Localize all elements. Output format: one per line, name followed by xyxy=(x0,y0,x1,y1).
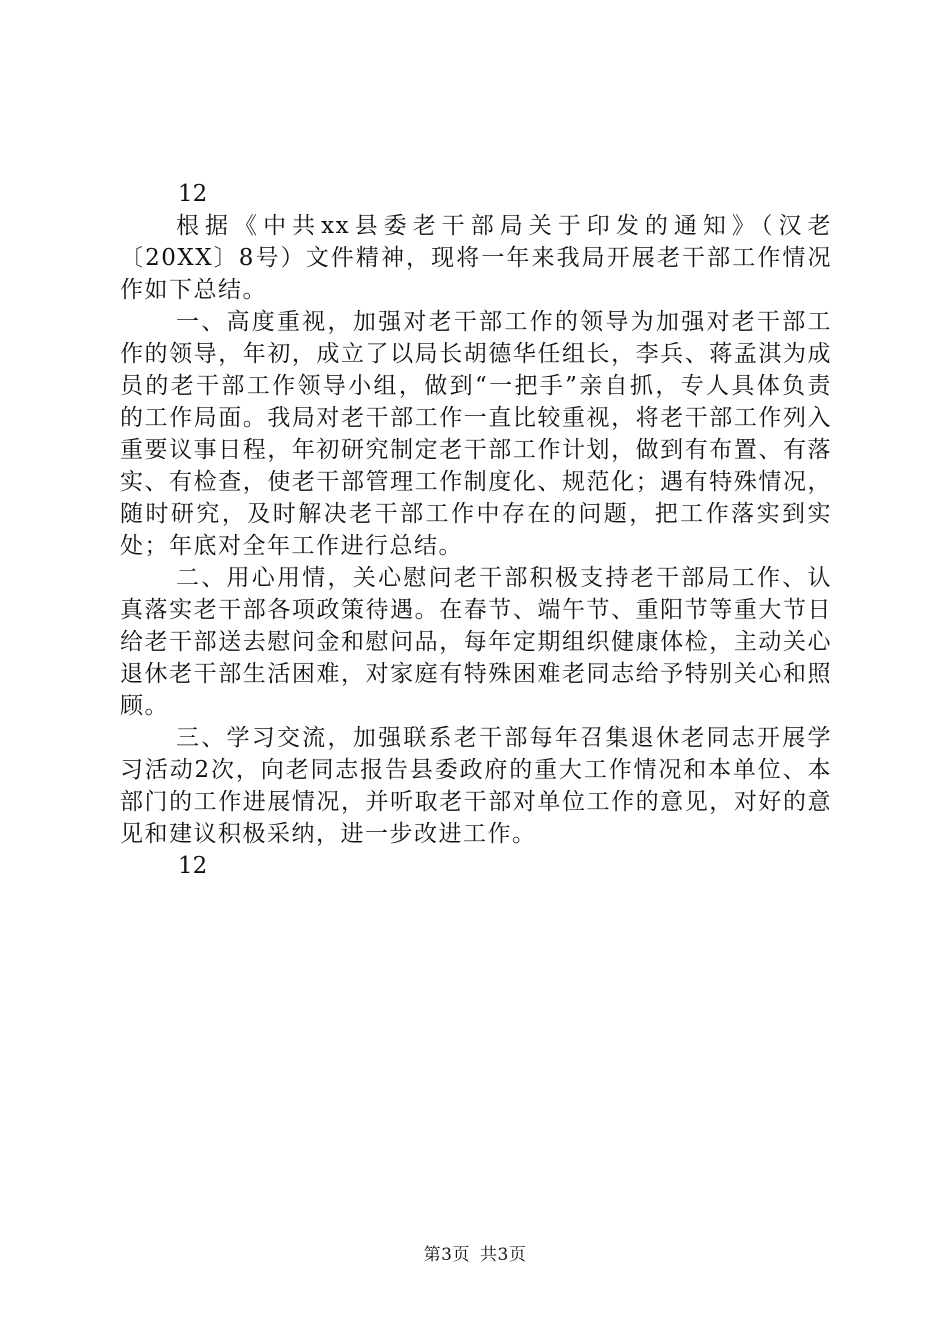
paragraph-intro: 根据《中共xx县委老干部局关于印发的通知》（汉老〔20XX〕8号）文件精神，现将一年来我局开展老干部工作情况作如下总结。 xyxy=(120,213,832,303)
header-number: 12 xyxy=(178,181,208,207)
footer-number: 12 xyxy=(178,853,208,879)
page-current: 第3页 xyxy=(423,1245,470,1265)
page-footer xyxy=(0,1243,950,1267)
paragraph-section-3: 三、学习交流，加强联系老干部每年召集退休老同志开展学习活动2次，向老同志报告县委政府的重大工作情况和本单位、本部门的工作进展情况，并听取老干部对单位工作的意见，对好的意见和建议积极采纳，进一步改进工作。 xyxy=(120,725,832,847)
page-total: 共3页 xyxy=(480,1245,527,1265)
document-body xyxy=(120,178,832,882)
paragraph-section-1: 一、高度重视，加强对老干部工作的领导为加强对老干部工作的领导，年初，成立了以局长胡德华任组长，李兵、蒋孟淇为成员的老干部工作领导小组，做到“一把手”亲自抓，专人具体负责的工作局面。我局对老干部工作一直比较重视，将老干部工作列入重要议事日程，年初研究制定老干部工作计划，做到有布置、有落实、有检查，使老干部管理工作制度化、规范化；遇有特殊情况，随时研究，及时解决老干部工作中存在的问题，把工作落实到实处；年底对全年工作进行总结。 xyxy=(120,309,832,559)
paragraph-section-2: 二、用心用情，关心慰问老干部积极支持老干部局工作、认真落实老干部各项政策待遇。在春节、端午节、重阳节等重大节日给老干部送去慰问金和慰问品，每年定期组织健康体检，主动关心退休老干部生活困难，对家庭有特殊困难老同志给予特别关心和照顾。 xyxy=(120,565,832,719)
